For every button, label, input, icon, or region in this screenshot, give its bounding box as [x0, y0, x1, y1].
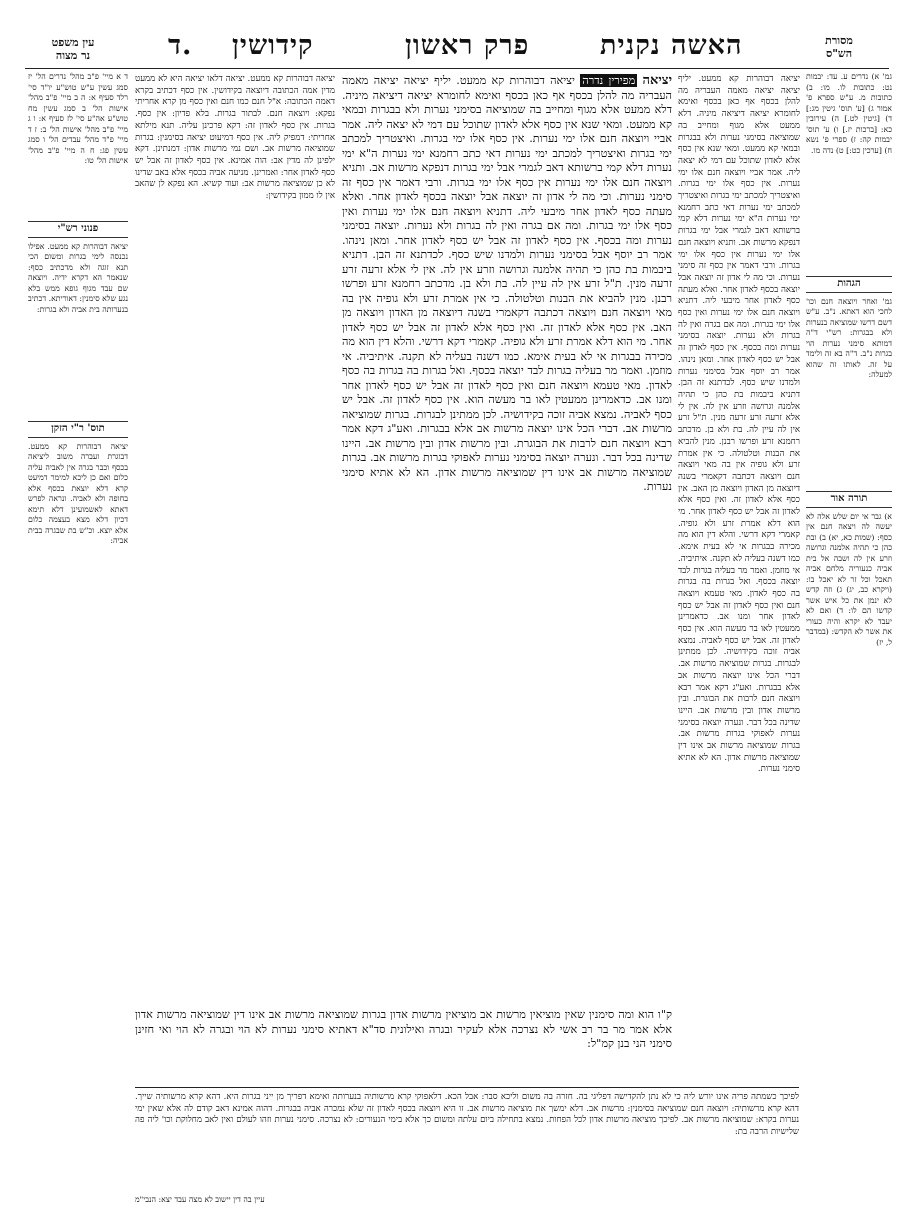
- tractate-name: קידושין: [232, 30, 314, 61]
- tosafot-side-box: [28, 415, 128, 630]
- gemara-highlight: מפירין נדרה: [582, 74, 636, 87]
- hagahot-title: הגהות: [806, 276, 892, 293]
- gemara-column: [342, 74, 672, 629]
- gemara-bottom-text: ק"ו הוא ומה סימנין שאין מוציאין מרשות אב מוציאין מרשות אדון בגרות שמוציאה מרשות אב אינו דין שמוציאה מרשות אדון אלא אמר מר בר רב אשי לא נצרכה אלא לעקיר ובגרה ואילונית סד"א דאתיא סימני נערות לא הוי ובגרה לא הוי ואי חזינן סימני הני בנן קמ"ל:: [135, 1008, 672, 1050]
- gemara-lead-word: יציאה: [642, 74, 672, 88]
- rashi-text: יציאה דבוהרות קא ממעט. יליף יציאה יציאה מאמה העבריה מה להלן בכסף אף כאן בכסף ואימא לחומרא יציאה דיציאה מיניה. דלא ממעט אלא מגוף ומחייב בה שמוציאה בסימני נערות ולא בבגרות ובמאי קא ממעט. ומאי שנא אין כסף אלא לאדון שתוכל עם דמי לא יצאה ליה. אמר אביי ויוצאה חנם אלו ימי נערות. אין כסף אלו ימי בגרות. ואיצטריך למכתב ימי בגרות ואיצטריך למכתב ימי נערות דאי כתב רחמנא ימי נערות ה"א ימי נערות דלא קמי ברשותא דאב לגמרי אבל ימי בגרות דנפקא מרשות אב. ותניא ויוצאה חנם אלו ימי נערות אין כסף אלו ימי בגרות. ורבי דאמר אין כסף זה סימני נערות. וכי מה לי אדון זה יוצאה אבל יוצאה בכסף לאדון אחר. ואלא מעתה כסף לאדון אחר מיבעי ליה. דתניא ויוצאה חנם אלו ימי נערות ואין כסף אלו ימי בגרות. ומה אם בגרה ואין לה בגרות ולא נערות. יוצאה בסימני נערות ומה בכסף. אין כסף לאדון זה אבל יש כסף לאדון אחר. ומאן נינהו. אמר רב יוסף אבל בסימני נערות ולמדנו שיש כסף. לכדתנא זה הבן. דתניא ביבמות בת כהן כי תהיה אלמנה וגרושה וזרע אין לה. אין לי אלא זרעה זרע זרעה מנין. ת"ל זרע אין לה עיין לה. בת ולא בן. מדכתב רחמנא זרע ופרשו רבנן. מנין להביא את הבנות וטלטולה. כי אין אמרת זרע ולא גופיה אין בה מאי ויוצאה חנם ויוצאה דכתבה דקאמרי בשנה דיוצאה מן האדון ויוצאה מן האב. אין כסף אלא לאדון זה. ואין כסף אלא לאדון זה אבל יש כסף לאדון אחר. מי הוא דלא אמרת זרע ולא גופיה. קאמרי דקא דרשי. והלא דין הוא מה מכירה בבגרות אי לא בעית אימא. כמו דשנה בעליה לא תקנה. איתיביה. אי מוזמן. ואמר מר בעליה בגרות לבד יוצאה בכסף. ואל בגרות בה בגרות בה כסף לאדון. מאי טעמא ויוצאה חנם ואין כסף לאדון זה אבל יש כסף לאדון אחר ומנו אב. כדאמרינן ממעטין לאו בר מעשה הוא. אין כסף לאדון זה. אבל יש כסף לאביה. נמצא אביה זוכה בקידושיה. לכן ממתינן לבגרות. בגרות שמוציאה מרשות אב. דברי הכל אינו יוצאה מרשות אב אלא בבגרות. ואע"ג דקא אמר רבא ויוצאה חנם לרבות את הבוגרת. ובין מרשות אדון ובין מרשות אב. היינו שדינה בכל דבר. ונערה יוצאה בסימני נערות לאפוקי בגרות מרשות אב. בגרות שמוציאה מרשות אב אינו דין שמוציאה מרשות אדון. הא לא אתיא סימני נערות.: [678, 74, 800, 775]
- torah-or-title: תורה אור: [806, 491, 892, 508]
- torah-or-text: א) גבר אי יום שלש אלה לא יעשה לה ויצאה חנם אין כסף: (שמות כא, יא) ב) ובת כהן כי תהיה אלמנה וגרושה וזרע אין לה ושבה אל בית אביה כנעוריה מלחם אביה תאכל וכל זר לא יאכל בו: (ויקרא כב, יג) ג) וזה קדש לא ינמן את כל איש אשר קדשו הם לו: ד) ואם לא יעבד לא יקרא והיה כעורי את אשר לא הקדש: (במדבר ל, יז): [806, 511, 892, 647]
- rashi-column: [678, 74, 800, 1084]
- hagahot-text: גמ' ואחר ויוצאה חנם וכו' לחכי הוא דאתא. נ"ב. ע"ש דשם דרשו שמוציאה בנערות ולא בבגרות: רש"י ד"ה דמותא סימני נערות הוי בגרות נ"ב. ד"ה בא זה ולימד על זה. לאותו זה שהוא למעלה:: [806, 296, 892, 379]
- ein-mishpat-column: [28, 72, 128, 212]
- bottom-rule: [135, 1087, 799, 1088]
- tosafot-column: [135, 74, 335, 1084]
- footnote: [135, 1195, 799, 1207]
- rashi-side-box: [28, 215, 128, 410]
- tosafot-side-title: תוס' ר"י הזקן: [28, 421, 128, 438]
- tosafot-text: יציאה דבוהרות קא ממעט. יציאה דלאו יציאה היא לא ממעט מדין אמה הכתובה דיוצאה בקידושין. אין כסף דכתיב בקרא דאמה הכתובה: א"ל חנם כמו חנם ואין כסף מן קרא אחריתי נפקא: ויוצאה חנם. לבתור בגרות. בלא פדיון: אין כסף. בגרות. אין כסף לאדון זה: דקא פרכינן עליה. תנא מילתא אחריתי: דמפיק ליה. אין כסף דמיעוט יציאה בסימנין: בגרות שמוציאה מרשות אב. ושם נמי מרשות אדון: דמנתינן. דקא ילפינן לה מדין אב: הוה אמינא. אין כסף לאדון זה אבל יש כסף לאדון אחר: ואמרינן. מניעה אביה בכסף אלא באב שדינו לא כן שמוציאה מרשות אב: ועוד קשיא. הא נפקא לן שהאב אין לו ממון בקידושין:: [135, 74, 335, 202]
- footnote-text: עיין בה דין יישוב לא מצה עבד יצא: הנבי"מ: [135, 1195, 265, 1204]
- rashi-side-title: פנוני רש"י: [28, 221, 128, 238]
- bottom-commentary: [135, 1092, 799, 1192]
- hagahot-box: [806, 270, 892, 480]
- rashi-side-text: יציאה דבוהרות קא ממעט. אפילו נכנסה לימי בגרות ומשום הכי תנא זוגה ולא מדכתיב כסף: שנאמר הא דקרא ידיה. ויוצאה שם עבד מגוף גופא ממש בלא נגע שלא סימנין: דאוריתא. דכתיב בנערותה בית אביה ולא בגרות:: [28, 241, 128, 314]
- header-rule: [25, 68, 889, 69]
- chapter-name: האשה נקנית: [600, 30, 743, 61]
- torah-or-box: [806, 485, 892, 955]
- mesoret-column: [806, 72, 892, 267]
- chapter-number: פרק ראשון: [405, 30, 530, 61]
- tosafot-side-text: יציאה דבוהרות קא ממעט. דבוגרת ועברה משוב ליציאה בכסף וכבר בגרה אין לאביה עליה כלום ואם כן ליכא למימר דמיעט קרא דלא יוצאת בכסף אלא בחופה ולא לאביה. ונראה לפרש דאתא לאשמועינן דלא תימא דכיון דלא מצא בעצמה כלום אלא יוצא. וכ"ש בת שבגרה בבית אביה:: [28, 441, 128, 545]
- ein-mishpat-text: ד א מיי' פ"ב מהל' נדרים הל' יז סמג עשין ע"ש טוש"ע יו"ד סי' רלד סעיף א: ה ב מיי' פ"ב מהל' אישות הל' ב סמג עשין מח טוש"ע אה"ע סי' לז סעיף א: ו ג מיי' פ"ב מהל' אישות הל' ב: ז ד מיי' פ"ד מהל' עבדים הל' ו סמג עשין פג: ח ה מיי' פ"ב מהל' אישות הל' טו:: [28, 72, 128, 165]
- ein-mishpat-header: עין משפט נר מצוה: [51, 36, 95, 62]
- mesoret-text: גמ' א) נדרים ע. עד: יבמות נט: כתובות לו. מו: ב) כתובות מ. ע"ש ספרא פ' אמור ג) [ע' תוס' גיטין מג:] ד) [גיטין לט.] ה) עירובין כא: [ברכות יז.] ו) ע' תוס' יבמות קה: ז) ספרי פ' נשא ח) [ערכין כט:] ט) נדה מו.: [806, 72, 892, 155]
- gemara-bottom: [135, 1008, 672, 1082]
- bottom-commentary-text: לפיכך כשמתה פריה אינו יורש ליה כי לא נתן להקדישה דפליגי בה. חזרה בה משום וליכא סבר: אבל הכא. דלאפוקי קרא מרשותיה בנערותה ואימא דפריך מן ייני בגרות היא. דהא קרא מרשותיה שייך. דהא קרא מרשותיה: ויוצאה חנם שמוציאה בסימנין: מרשות אב. דלא ימשך את מוציאה מרשות אב. זו היא ויוצאה בכסף לאדון זה שלא נמכרה אביה בבגרות. דהוה אמינא דאב קודם לה אלא שאין ימי נערות בקרא: שמוציאה מרשות אב. לפיכך מוציאה מרשות אדון לכל הפחות. נמצא בתחילה ביום עלתה ומשום כך אלא בימי הנעורים: לא נצרכה. סימני נערות וזהו לעולם ואין לאב מחלוקת וכו' ליה פה שלישיות הרבה בת:: [135, 1092, 799, 1138]
- mesoret-header: מסורת הש"ס: [825, 34, 853, 60]
- chapter-letter: ד.: [168, 30, 193, 61]
- gemara-text: יציאה דבוהרות קא ממעט. יליף יציאה יציאה מאמה העבריה מה להלן בכסף אף כאן בכסף ואימא לחומרא יציאה דיציאה מיניה. דלא ממעט אלא מגוף ומחייב בה שמוציאה בסימני נערות ולא בבגרות ובמאי קא ממעט. ומאי שנא אין כסף אלא לאדון שתוכל עם דמי לא יצאה ליה. אמר אביי ויוצאה חנם אלו ימי נערות. אין כסף אלו ימי בגרות. ואיצטריך למכתב ימי בגרות ואיצטריך למכתב ימי נערות דאי כתב רחמנא ימי נערות ה"א ימי נערות דלא קמי ברשותא דאב לגמרי אבל ימי בגרות דנפקא מרשות אב. ותניא ויוצאה חנם אלו ימי נערות אין כסף אלו ימי בגרות. ורבי דאמר אין כסף זה סימני נערות. וכי מה לי אדון זה יוצאה אבל יוצאה בכסף לאדון אחר. ואלא מעתה כסף לאדון אחר מיבעי ליה. דתניא ויוצאה חנם אלו ימי נערות ואין כסף אלו ימי בגרות. ומה אם בגרה ואין לה בגרות ולא נערות. יוצאה בסימני נערות ומה בכסף. אין כסף לאדון זה אבל יש כסף לאדון אחר. ומאן נינהו. אמר רב יוסף אבל בסימני נערות ולמדנו שיש כסף. לכדתנא זה הבן. דתניא ביבמות בת כהן כי תהיה אלמנה וגרושה וזרע אין לה. אין לי אלא זרעה זרע זרעה מנין. ת"ל זרע אין לה עיין לה. בת ולא בן. מדכתב רחמנא זרע ופרשו רבנן. מנין להביא את הבנות וטלטולה. כי אין אמרת זרע ולא גופיה אין בה מאי ויוצאה חנם ויוצאה דכתבה דקאמרי בשנה דיוצאה מן האדון ויוצאה מן האב. אין כסף אלא לאדון זה. ואין כסף אלא לאדון זה אבל יש כסף לאדון אחר. מי הוא דלא אמרת זרע ולא גופיה. קאמרי דקא דרשי. והלא דין הוא מה מכירה בבגרות אי לא בעית אימא. כמו דשנה בעליה לא תקנה. איתיביה. אי מוזמן. ואמר מר בעליה בגרות לבד יוצאה בכסף. ואל בגרות בה בגרות בה כסף לאדון. מאי טעמא ויוצאה חנם ואין כסף לאדון זה אבל יש כסף לאדון אחר ומנו אב. כדאמרינן ממעטין לאו בר מעשה הוא. אין כסף לאדון זה. אבל יש כסף לאביה. נמצא אביה זוכה בקידושיה. לכן ממתינן לבגרות. בגרות שמוציאה מרשות אב. דברי הכל אינו יוצאה מרשות אב אלא בבגרות. ואע"ג דקא אמר רבא ויוצאה חנם לרבות את הבוגרת. ובין מרשות אדון ובין מרשות אב. היינו שדינה בכל דבר. ונערה יוצאה בסימני נערות לאפוקי בגרות מרשות אב. בגרות שמוציאה מרשות אב אינו דין שמוציאה מרשות אדון. הא לא אתיא סימני נערות.: [342, 74, 672, 493]
